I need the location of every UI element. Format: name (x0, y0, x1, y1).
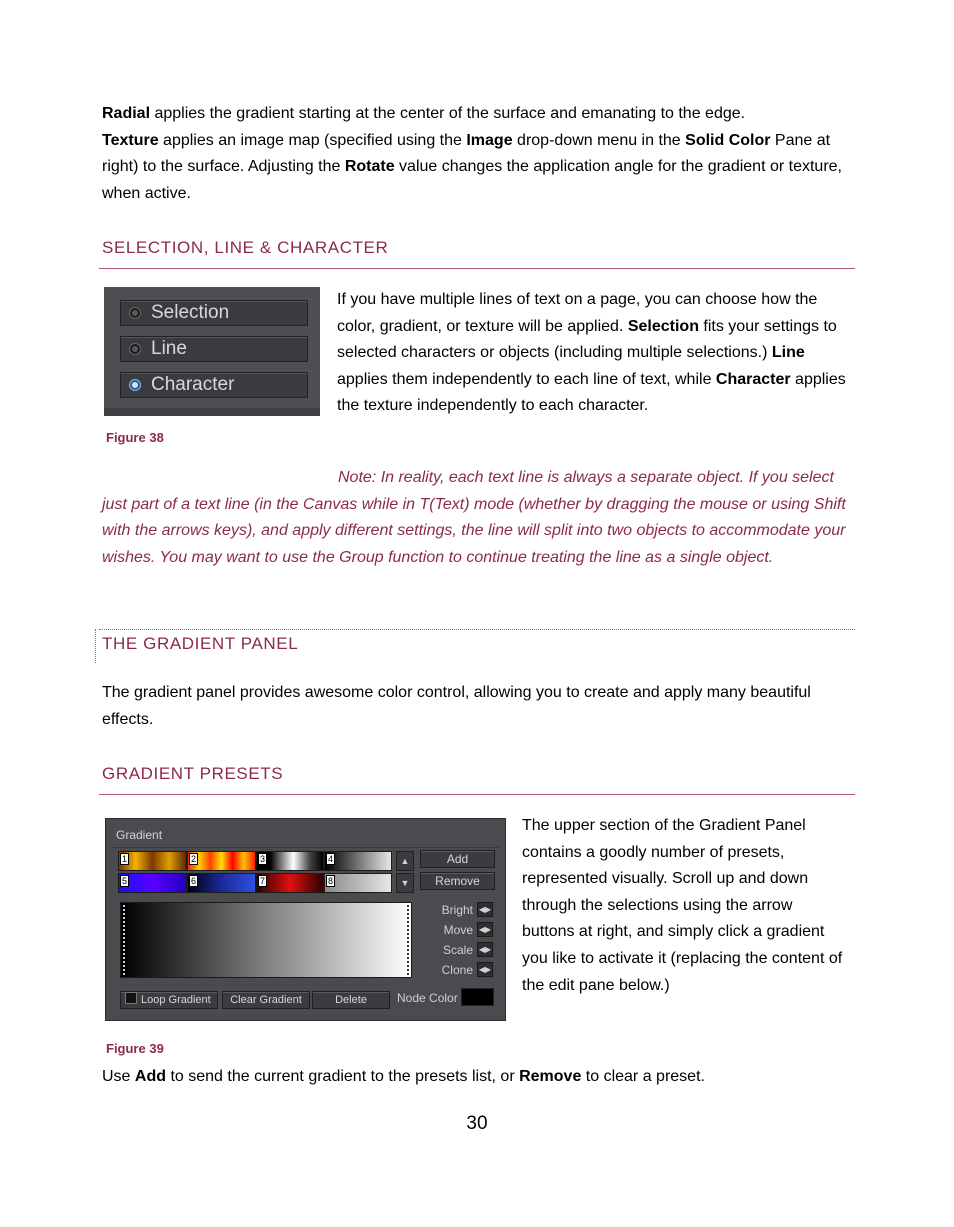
preset-swatch[interactable]: 6 (187, 873, 256, 893)
page-number: 30 (466, 1113, 488, 1134)
preset-swatch[interactable]: 4 (324, 851, 392, 871)
node-color-label: Node Color (397, 991, 458, 1005)
gradient-panel-paragraph: The gradient panel provides awesome color control, allowing you to create and apply many beautiful effects. (102, 684, 811, 728)
option-selection[interactable]: Selection (120, 300, 308, 326)
bright-label: Bright (441, 903, 473, 917)
preset-swatch[interactable]: 5 (118, 873, 187, 893)
heading-rule (99, 794, 855, 795)
clone-arrows-icon[interactable]: ◀▶ (477, 962, 493, 977)
gradient-presets-paragraph: The upper section of the Gradient Panel contains a goodly number of presets, represented visually. Scroll up and down through the selections using the arrow buttons at right, and simply click a gradient you like to activate it (replacing the content of the edit pane below.) (522, 817, 843, 994)
heading-gradient-presets: GRADIENT PRESETS (102, 764, 284, 783)
preset-swatch[interactable]: 7 (256, 873, 324, 893)
remove-button[interactable]: Remove (420, 872, 495, 890)
scroll-up-button[interactable]: ▲ (396, 851, 414, 871)
clone-label: Clone (441, 963, 473, 977)
figure-39-caption: Figure 39 (106, 1041, 164, 1056)
dotted-rule (99, 629, 855, 630)
texture-term: Texture (102, 131, 159, 149)
delete-button[interactable]: Delete (312, 991, 390, 1009)
option-character[interactable]: Character (120, 372, 308, 398)
preset-swatch[interactable]: 2 (187, 851, 256, 871)
gradient-edit-pane[interactable] (120, 902, 412, 978)
panel-bottom-bar (104, 408, 320, 416)
title-divider (112, 847, 499, 848)
add-remove-paragraph: Use Add to send the current gradient to the presets list, or Remove to clear a preset. (102, 1068, 705, 1085)
selection-paragraph: If you have multiple lines of text on a page, you can choose how the color, gradient, or texture will be applied. Selection fits your settings to selected characters or objects (including multiple selections.) Line applies them independently to each line of text, while Character applies the texture independently to each character. (337, 291, 846, 415)
scale-label: Scale (442, 943, 473, 957)
radial-term: Radial (102, 105, 151, 122)
option-line[interactable]: Line (120, 336, 308, 362)
scale-arrows-icon[interactable]: ◀▶ (477, 942, 493, 957)
move-arrows-icon[interactable]: ◀▶ (477, 922, 493, 937)
radio-icon (129, 343, 141, 355)
gradient-panel-title: Gradient (116, 828, 163, 842)
figure-39-gradient-panel (105, 818, 506, 1021)
node-color-swatch[interactable] (461, 988, 494, 1006)
heading-rule (99, 268, 855, 269)
add-button[interactable]: Add (420, 850, 495, 868)
scroll-down-button[interactable]: ▼ (396, 873, 414, 893)
intro-paragraph: Radial applies the gradient starting at the center of the surface and emanating to the edge. Texture applies an image map (specified using the Image drop-down menu in the Solid Color Pane at right) to the surface. Adjusting the Rotate value changes the application angle for the gradient or texture, when active. (102, 105, 842, 202)
heading-selection-line-character: SELECTION, LINE & CHARACTER (102, 238, 389, 257)
heading-gradient-panel: THE GRADIENT PANEL (102, 634, 299, 653)
checkbox-icon (125, 992, 137, 1004)
preset-swatch[interactable]: 3 (256, 851, 324, 871)
radio-selected-icon (129, 379, 141, 391)
clear-gradient-button[interactable]: Clear Gradient (222, 991, 310, 1009)
bright-arrows-icon[interactable]: ◀▶ (477, 902, 493, 917)
move-label: Move (443, 923, 473, 937)
preset-swatch[interactable]: 1 (118, 851, 187, 871)
note-paragraph: Note: In reality, each text line is always a separate object. If you select just part of a text line (in the Canvas while in T(Text) mode (whether by dragging the mouse or using Shift with the arrows keys), and apply different settings, the line will split into two objects to accommodate your wishes. You may want to use the Group function to continue treating the line as a single object. (102, 469, 846, 566)
radio-icon (129, 307, 141, 319)
dotted-side-rule (95, 629, 96, 663)
loop-gradient-button[interactable]: Loop Gradient (120, 991, 218, 1009)
preset-swatch[interactable]: 8 (324, 873, 392, 893)
figure-38-caption: Figure 38 (106, 430, 164, 445)
figure-38-selection-options (104, 287, 320, 416)
